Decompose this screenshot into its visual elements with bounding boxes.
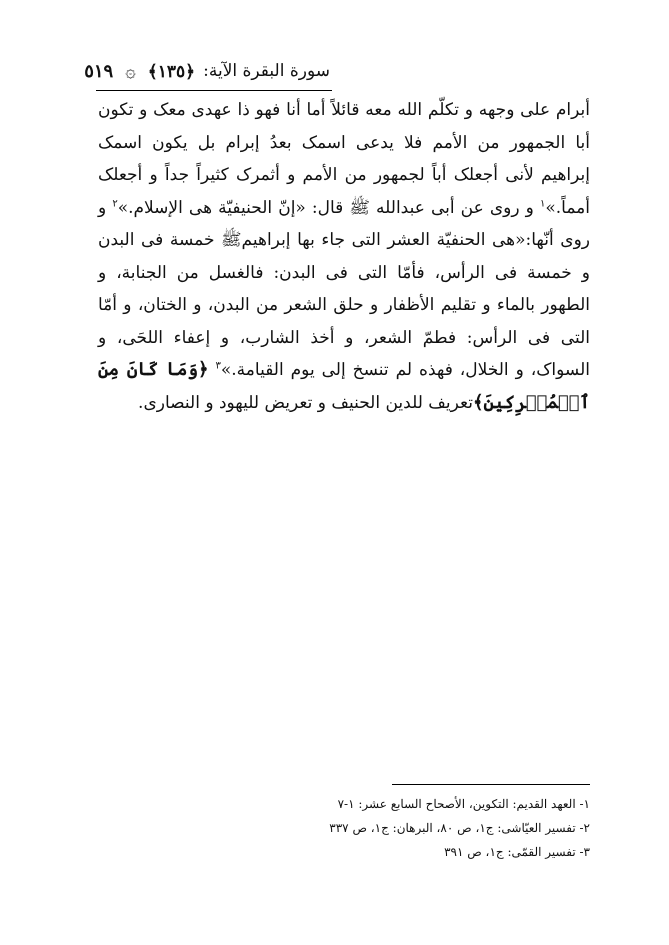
ornament-icon: ۞	[125, 60, 136, 82]
main-paragraph	[98, 94, 590, 419]
text-segment-1: أبرام على وجهه و تكلّم الله معه قائلاً أما أنا فهو ذا عهدى معک و تکون أبا الجمهور من الأمم فلا يدعى اسمک بعدُ إبرام بل يکون اسمک إبراهيم لأنى أجعلک أباً لجمهور من الأمم و أثمرک کثيراً جداً و أجعلک أمماً.»	[98, 100, 590, 218]
header-divider	[96, 90, 332, 91]
text-segment-3: و روى أنّها:«هى الحنفيّة العشر التى جاء بها إبراهيمﷺ خمسة فى البدن و خمسة فى الرأس، فأمّا التى فى البدن: فالغسل من الجنابة، و الطهور بالماء و تقليم الأظفار و حلق الشعر من البدن، و الختان، و أمّا التى فى الرأس: فطمّ الشعر، و أخذ الشارب، و إعفاء اللحَى، و السواک، و الخلال، فهذه لم تنسخ إلى يوم القيامة.»	[98, 197, 591, 380]
text-segment-4: تعريف للدين الحنيف و تعريض لليهود و النصارى.	[138, 392, 473, 413]
page-header	[84, 56, 330, 86]
footnote-marker-1[interactable]: ١	[539, 197, 546, 209]
ayah-reference: ﴿١٣٥﴾	[147, 61, 196, 82]
main-text	[98, 94, 590, 419]
footnote-3: ٣- تفسير القمّى: ج١، ص ٣٩١	[444, 845, 590, 859]
footnotes	[220, 792, 590, 864]
footnote-marker-3[interactable]: ٣	[215, 360, 221, 372]
footnote-marker-2[interactable]: ٢	[112, 197, 118, 209]
page-number: ٥١٩	[84, 60, 114, 82]
text-segment-2: و روى عن أبى عبدالله ﷺ قال: «إنّ الحنيفيّة هى الإسلام.»	[117, 197, 540, 218]
quran-verse: ﴿وَمَا كَانَ مِنَ ٱلۡمُشۡرِكِينَ﴾	[98, 359, 590, 413]
footnote-2: ٢- تفسير العيّاشى: ج١، ص ٨٠، البرهان: ج١، ص ٣٣٧	[329, 821, 590, 835]
footnote-divider	[392, 784, 590, 785]
surah-title: سورة البقرة الآية:	[203, 61, 330, 81]
footnote-1: ١- العهد القديم: التكوين، الأصحاح السابع عشر: ١-٧	[337, 797, 590, 811]
